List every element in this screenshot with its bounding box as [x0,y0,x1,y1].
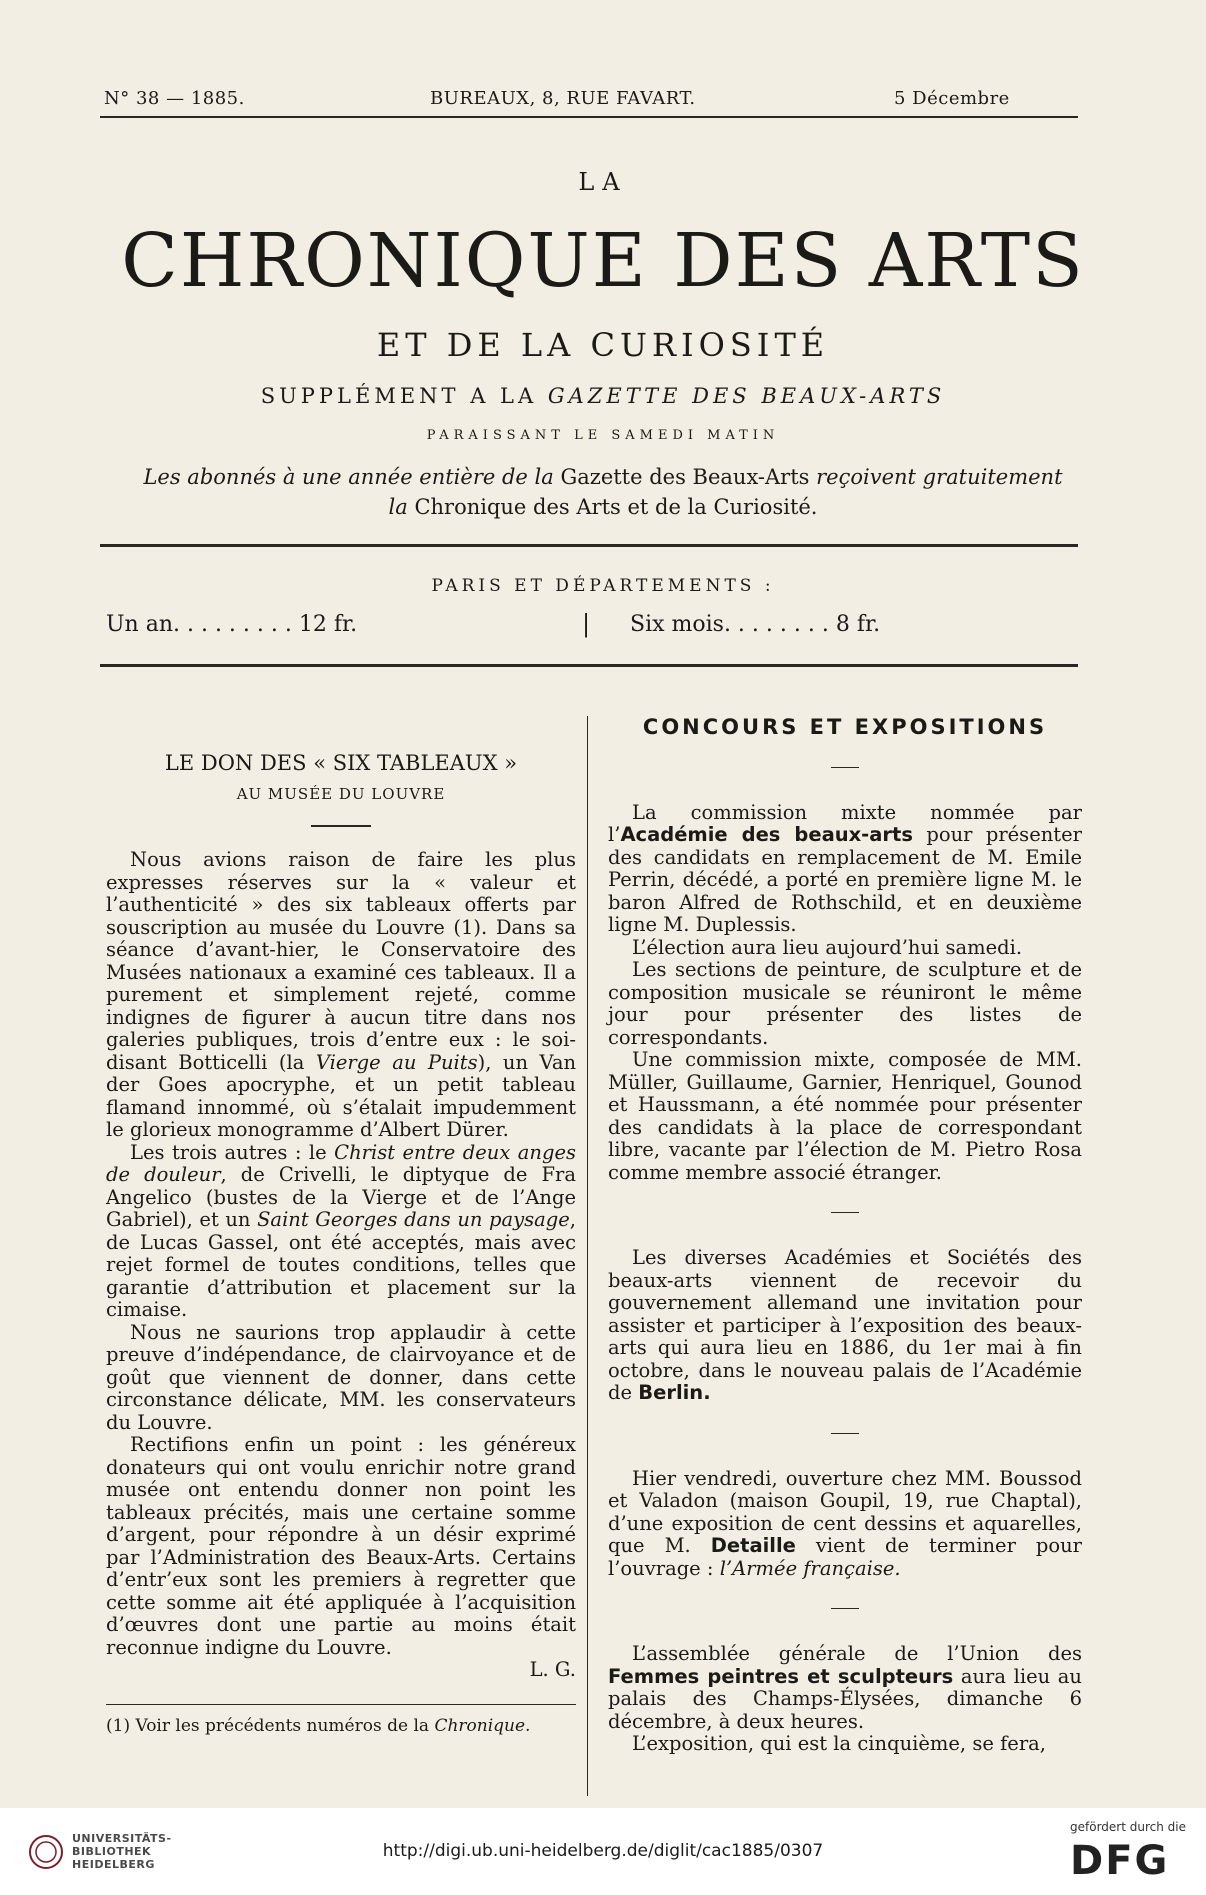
section-divider [831,767,859,768]
article-paragraph: Les trois autres : le Christ entre deux anges de douleur, de Crivelli, le diptyque de Fra Angelico (bustes de la Vierge et de l’Ange Gabriel), et un Saint Georges dans un paysage, de Lucas Gassel, ont été acceptés, mais avec rejet formel de toutes conditions, telles que garantie d’attribution et placement sur la cimaise. [106,1140,577,1321]
title-article: LA [578,168,628,196]
news-paragraph: Les sections de peinture, de sculpture et de composition musicale se réuniront le même jour pour présenter des listes de correspondants. [608,958,1082,1049]
article-subtitle: AU MUSÉE DU LOUVRE [236,784,446,803]
item-divider [831,1212,859,1213]
page-subtitle: ET DE LA CURIOSITÉ [376,326,830,364]
column-divider [587,716,588,1796]
title-divider [311,825,371,827]
issue-date: 5 Décembre [894,88,1010,109]
pricing-rule [100,664,1078,667]
price-separator: | [582,610,591,638]
news-paragraph: Les diverses Académies et Sociétés des beaux-arts viennent de recevoir du gouvernement allemand une invitation pour assister et participer à l’exposition des beaux-arts qui aura lieu en 1886, du 1er mai à fin octobre, dans le nouveau palais de l’Académie de Berlin. [608,1246,1082,1404]
subscriber-note [0,462,1206,522]
article-title: LE DON DES « SIX TABLEAUX » [164,751,518,775]
news-paragraph: Une commission mixte, composée de MM. Müller, Guillaume, Garnier, Henriquel, Gounod et Haussmann, a été nommée pour présenter des candidats à la place de correspondant libre, vacante par l’élection de M. Pietro Rosa comme membre associé étranger. [608,1048,1082,1184]
page-title: CHRONIQUE DES ARTS [121,218,1085,304]
section-title: CONCOURS ET EXPOSITIONS [642,715,1048,739]
article-paragraph: Nous ne saurions trop applaudir à cette preuve d’indépendance, de clairvoyance et de goût que viennent de donner, dans cette circonstance délicate, MM. les conservateurs du Louvre. [106,1320,576,1434]
digitization-footer [0,1808,1206,1895]
subscriber-note-1a: Les abonnés à une année entière de la [143,465,554,489]
news-paragraph: L’exposition, qui est la cinquième, se fera, [632,1732,1046,1755]
pricing-heading: PARIS ET DÉPARTEMENTS : [431,576,775,596]
bureaux-address: BUREAUX, 8, RUE FAVART. [430,88,696,109]
news-paragraph: Hier vendredi, ouverture chez MM. Boussod et Valadon (maison Goupil, 19, rue Chaptal), d’une exposition de cent dessins et aquarelles, que M. Detaille vient de terminer pour l’ouvrage : l’Armée française. [608,1466,1082,1580]
price-one-year: Un an. . . . . . . . . 12 fr. [106,612,358,637]
source-url-link[interactable]: http://digi.ub.uni-heidelberg.de/diglit/cac1885/0307 [382,1841,824,1861]
masthead-rule [100,544,1078,547]
dfg-logo: DFG [1070,1838,1170,1884]
footnote-rule [106,1704,576,1705]
subscriber-note-2b: Chronique des Arts et de la Curiosité. [414,495,818,519]
item-divider [831,1608,859,1609]
publication-schedule: PARAISSANT LE SAMEDI MATIN [426,428,780,443]
institution-name: UNIVERSITÄTS- BIBLIOTHEK HEIDELBERG [72,1832,172,1871]
left-column [106,716,576,1737]
news-paragraph: L’élection aura lieu aujourd’hui samedi. [632,935,1023,959]
news-paragraph: L’assemblée générale de l’Union des Femmes peintres et sculpteurs aura lieu au palais des Champs-Élysées, dimanche 6 décembre, à deux heures. [608,1642,1082,1733]
article-signature: L. G. [529,1658,576,1681]
subscriber-note-1c: reçoivent gratuitement [816,465,1063,489]
subscriber-note-1b: Gazette des Beaux-Arts [560,465,810,489]
supplement-line [0,384,1206,408]
item-divider [831,1433,859,1434]
supplement-gazette: GAZETTE DES BEAUX-ARTS [547,384,946,408]
news-paragraph: La commission mixte nommée par l’Académie des beaux-arts pour présenter des candidats en remplacement de M. Emile Perrin, décédé, a porté en première ligne M. le baron Alfred de Rothschild, et en deuxième ligne M. Duplessis. [608,800,1082,936]
right-column [608,716,1082,1756]
footnote: (1) Voir les précédents numéros de la Chronique. [106,1715,531,1736]
article-paragraph: Nous avions raison de faire les plus expresses réserves sur la « valeur et l’authenticité » des six tableaux offerts par souscription au musée du Louvre (1). Dans sa séance d’avant-hier, le Conservatoire des Musées nationaux a examiné ces tableaux. Il a purement et simplement rejeté, comme indignes de figurer à aucun titre dans nos galeries publiques, trois d’entre eux : le soi-disant Botticelli (la Vierge au Puits), un Van der Goes apocryphe, et un petit tableau flamand innommé, où s’étalait impudemment le glorieux monogramme d’Albert Dürer. [106,848,576,1141]
supplement-prefix: SUPPLÉMENT A LA [260,384,538,408]
price-six-months: Six mois. . . . . . . . 8 fr. [630,612,881,637]
issue-number: N° 38 — 1885. [104,88,245,109]
funded-by-label: gefördert durch die [1070,1820,1186,1834]
top-rule [100,116,1078,118]
subscriber-note-2a: la [388,495,408,519]
article-paragraph: Rectifions enfin un point : les généreux donateurs qui ont voulu enrichir notre grand musée ont entendu donner non point les tableaux précités, mais une certaine somme d’argent, pour répondre à un désir exprimé par l’Administration des Beaux-Arts. Certains d’entr’eux sont les premiers à regretter que cette somme ait été appliquée à l’acquisition d’œuvres dont une partie au moins était reconnue indigne du Louvre. [106,1433,576,1659]
